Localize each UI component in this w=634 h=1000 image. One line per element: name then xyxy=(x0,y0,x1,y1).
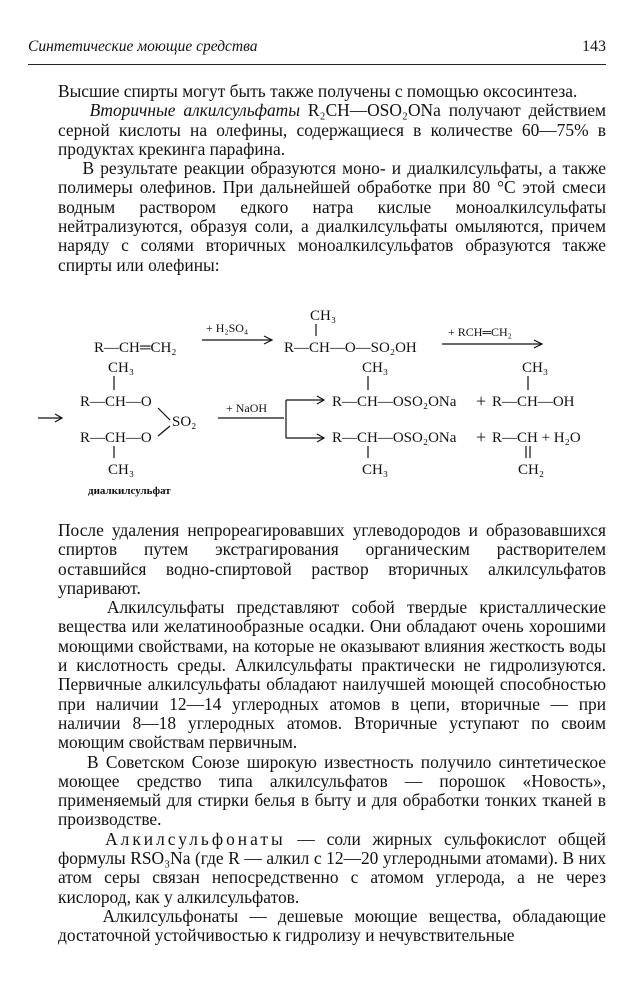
dialkyl-ch3-bottom: CH₃ xyxy=(108,462,135,478)
product-d-formula: R—CH + H₂O xyxy=(492,430,581,446)
dialkyl-upper-chain: R—CH—O xyxy=(80,394,152,410)
reagent-h2so4: + H₂SO₄ xyxy=(206,321,249,335)
dialkyl-label: диалкилсульфат xyxy=(88,485,171,497)
product-a-formula: R—CH—OSO₂ONa xyxy=(332,394,457,410)
page-number: 143 xyxy=(582,38,606,55)
paragraph: Высшие спирты могут быть также получены с помощью оксосинтеза. xyxy=(58,81,578,101)
text-block-bottom xyxy=(58,521,606,946)
bond xyxy=(158,426,170,436)
paragraph xyxy=(58,753,606,830)
dialkyl-lower-chain: R—CH—O xyxy=(80,430,152,446)
product-c-formula: R—CH—OSO₂ONa xyxy=(332,430,457,446)
paragraph xyxy=(58,830,606,907)
reactant-formula: R—CH═CH₂ xyxy=(94,340,177,356)
paragraph xyxy=(58,598,606,752)
paragraph: После удаления непрореагировавших углеводородов и образовавшихся спиртов путем экстрагирования органическим растворителем оставшийся водно-спиртовой раствор вторичных алкилсульфатов упаривают. xyxy=(58,520,606,598)
paragraph xyxy=(58,159,606,275)
reagent-naoh: + NaOH xyxy=(226,401,268,415)
paragraph-text: Алкилсульфаты представляют собой твердые кристаллические вещества или желатинообразные осадки. Они обладают очень хорошими моющими свойствами, на которые не оказывают влияния жесткость воды и кислотность среды. Алкилсульфаты практически не гидролизуются. Первичные алкилсульфаты обладают наилучшей моющей способностью при наличии 12—14 углеродных атомов в цепи, вторичные — при наличии 8—18 углеродных атомов. Вторичные уступают по своим моющим свойствам первичным. xyxy=(58,597,606,753)
plus-sign: + xyxy=(476,391,487,411)
paragraph-text: Алкилсульфонаты — дешевые моющие вещества, обладающие достаточной устойчивостью к гидролизу и нечувствительные xyxy=(58,905,607,946)
bond xyxy=(158,408,170,420)
term-secondary-alkylsulfates: Вторичные алкилсульфаты xyxy=(89,100,301,121)
product-d-ch2: CH₂ xyxy=(518,462,545,478)
paragraph-text: R₂CH—OSO₂ONa получают действием серной кислоты на олефины, содержащиеся в количестве 60—75% в продуктах крекинга парафина. xyxy=(58,100,607,159)
product-1-ch3: CH₃ xyxy=(310,308,337,324)
page-header xyxy=(28,38,606,62)
header-rule xyxy=(28,64,606,65)
reagent-olefin: + RCH═CH₂ xyxy=(448,325,512,339)
paragraph-text: — соли жирных сульфокислот общей формулы RSO₃Na (где R — алкил с 12—20 углеродными атомами). В них атом серы связан непосредственно с атомом углерода, а не через кислород, как у алкилсульфатов. xyxy=(58,828,606,907)
reaction-scheme xyxy=(34,300,606,510)
product-b-formula: R—CH—OH xyxy=(492,394,575,410)
paragraph-text: В результате реакции образуются моно- и диалкилсульфаты, а также полимеры олефинов. При дальнейшей обработке при 80 °C этой смеси водным раствором едкого натра кислые моноалкилсульфаты нейтрализуются, образуя соли, а диалкилсульфаты омыляются, причем наряду с солями вторичных моноалкилсульфатов образуются также спирты или олефины: xyxy=(58,158,607,275)
term-alkylsulfonates: Алкилсульфонаты xyxy=(105,828,286,849)
product-b-ch3: CH₃ xyxy=(522,360,549,376)
dialkyl-so2: SO₂ xyxy=(172,414,197,430)
product-1-formula: R—CH—O—SO₂OH xyxy=(284,340,417,356)
product-c-ch3: CH₃ xyxy=(362,462,389,478)
paragraph xyxy=(58,907,606,946)
product-a-ch3: CH₃ xyxy=(362,360,389,376)
paragraph-text: В Советском Союзе широкую известность получило синтетическое моющее средство типа алкилсульфатов — порошок «Новость», применяемый для стирки белья в быту и для обработки тонких тканей в производстве. xyxy=(58,751,606,830)
text-block-top xyxy=(58,82,606,275)
running-title: Синтетические моющие средства xyxy=(28,38,258,55)
plus-sign: + xyxy=(476,427,487,447)
paragraph xyxy=(58,101,606,159)
dialkyl-ch3-top: CH₃ xyxy=(108,360,135,376)
